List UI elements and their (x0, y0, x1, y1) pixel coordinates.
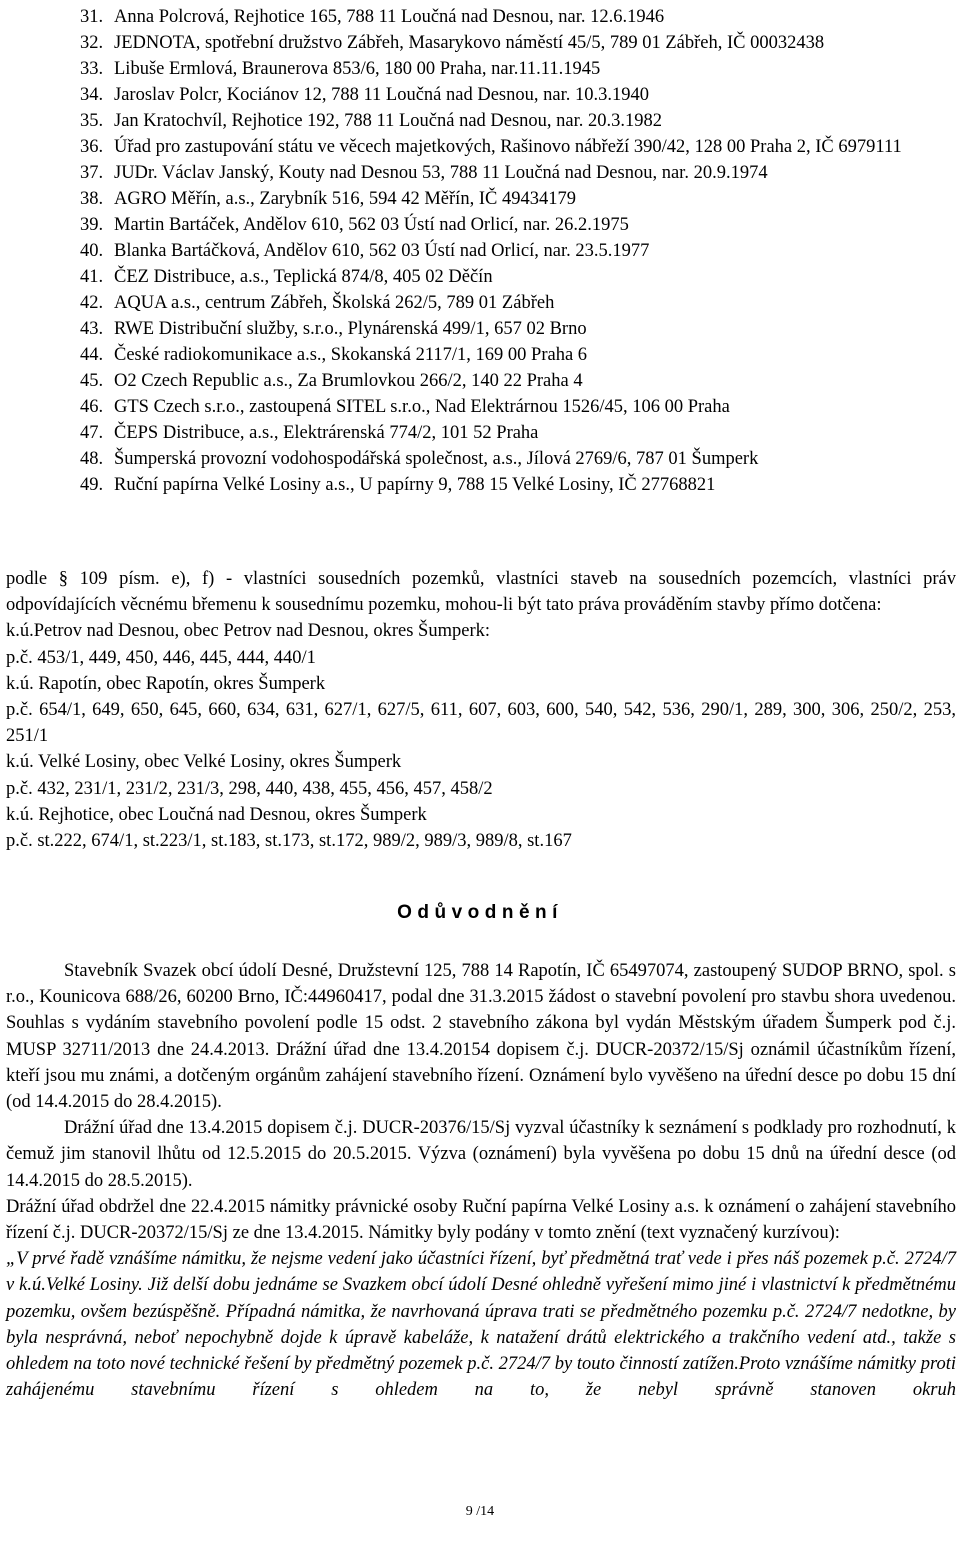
list-item (80, 342, 955, 368)
reasoning-paragraph: Drážní úřad obdržel dne 22.4.2015 námitky právnické osoby Ruční papírna Velké Losiny a.s. k oznámení o zahájení stavebního řízení č.j. DUCR-20372/15/Sj ze dne 13.4.2015. Námitky byly podány v tomto znění (text vyznačený kurzívou): (6, 1196, 956, 1244)
item-number: 40. (80, 241, 104, 261)
item-number: 47. (80, 423, 104, 443)
parcel-list: p.č. 654/1, 649, 650, 645, 660, 634, 631, 627/1, 627/5, 611, 607, 603, 600, 540, 542, 536, 290/1, 289, 300, 306, 250/2, 253, 251/1 (6, 700, 956, 747)
participant-list (80, 4, 955, 498)
parcel-list: p.č. 432, 231/1, 231/2, 231/3, 298, 440, 438, 455, 456, 457, 458/2 (6, 778, 493, 799)
item-text: GTS Czech s.r.o., zastoupená SITEL s.r.o., Nad Elektrárnou 1526/45, 106 00 Praha (114, 397, 730, 417)
item-text: Libuše Ermlová, Braunerova 853/6, 180 00 Praha, nar.11.11.1945 (114, 59, 601, 79)
neighbors-section (6, 566, 956, 854)
item-text: Jan Kratochvíl, Rejhotice 192, 788 11 Loučná nad Desnou, nar. 20.3.1982 (114, 111, 663, 131)
item-number: 49. (80, 475, 104, 495)
item-number: 32. (80, 33, 104, 53)
cadastral-area: k.ú.Petrov nad Desnou, obec Petrov nad Desnou, okres Šumperk: (6, 621, 490, 642)
item-text: Martin Bartáček, Andělov 610, 562 03 Ústí nad Orlicí, nar. 26.2.1975 (114, 215, 629, 235)
item-number: 33. (80, 59, 104, 79)
reasoning-section (6, 958, 956, 1403)
list-item (80, 186, 955, 212)
item-text: ČEZ Distribuce, a.s., Teplická 874/8, 405 02 Děčín (114, 267, 493, 287)
item-text: ČEPS Distribuce, a.s., Elektrárenská 774/2, 101 52 Praha (114, 423, 539, 443)
item-text: JEDNOTA, spotřební družstvo Zábřeh, Masarykovo náměstí 45/5, 789 01 Zábřeh, IČ 00032438 (114, 33, 825, 53)
cadastral-area: k.ú. Velké Losiny, obec Velké Losiny, okres Šumperk (6, 752, 402, 773)
item-number: 48. (80, 449, 104, 469)
list-item (80, 30, 955, 56)
cadastral-area: k.ú. Rapotín, obec Rapotín, okres Šumperk (6, 673, 326, 694)
item-number: 43. (80, 319, 104, 339)
item-number: 42. (80, 293, 104, 313)
item-text: Úřad pro zastupování státu ve věcech majetkových, Rašinovo nábřeží 390/42, 128 00 Praha 2, IČ 6979111 (114, 137, 902, 157)
list-item (80, 472, 955, 498)
list-item (80, 212, 955, 238)
item-text: AQUA a.s., centrum Zábřeh, Školská 262/5, 789 01 Zábřeh (114, 293, 555, 313)
section-heading: Odůvodnění (397, 902, 563, 923)
list-item (80, 290, 955, 316)
page-number: 9 /14 (465, 1504, 495, 1519)
parcel-list: p.č. 453/1, 449, 450, 446, 445, 444, 440/1 (6, 647, 316, 668)
item-number: 34. (80, 85, 104, 105)
list-item (80, 134, 955, 160)
list-item (80, 108, 955, 134)
list-item (80, 264, 955, 290)
list-item (80, 82, 955, 108)
item-number: 45. (80, 371, 104, 391)
list-item (80, 56, 955, 82)
list-item (80, 420, 955, 446)
item-number: 31. (80, 7, 104, 27)
item-text: Anna Polcrová, Rejhotice 165, 788 11 Loučná nad Desnou, nar. 12.6.1946 (114, 7, 665, 27)
item-number: 46. (80, 397, 104, 417)
list-item (80, 446, 955, 472)
list-item (80, 160, 955, 186)
list-item (80, 238, 955, 264)
item-number: 41. (80, 267, 104, 287)
cadastral-area: k.ú. Rejhotice, obec Loučná nad Desnou, okres Šumperk (6, 804, 427, 825)
list-item (80, 316, 955, 342)
item-text: AGRO Měřín, a.s., Zarybník 516, 594 42 Měřín, IČ 49434179 (114, 189, 576, 209)
item-text: Šumperská provozní vodohospodářská společnost, a.s., Jílová 2769/6, 787 01 Šumperk (114, 449, 759, 469)
parcel-list: p.č. st.222, 674/1, st.223/1, st.183, st.173, st.172, 989/2, 989/3, 989/8, st.167 (6, 831, 572, 852)
item-text: RWE Distribuční služby, s.r.o., Plynárenská 499/1, 657 02 Brno (114, 319, 587, 339)
item-number: 39. (80, 215, 104, 235)
reasoning-paragraph: Stavebník Svazek obcí údolí Desné, Družstevní 125, 788 14 Rapotín, IČ 65497074, zastoupený SUDOP BRNO, spol. s r.o., Kounicova 688/26, 60200 Brno, IČ:44960417, podal dne 31.3.2015 žádost o stavební povolení pro stavbu shora uvedenou. Souhlas s vydáním stavebního povolení podle 15 odst. 2 stavebního zákona byl vydán Městským úřadem Šumperk pod č.j. MUSP 32711/2013 dne 24.4.2013. Drážní úřad dne 13.4.20154 dopisem č.j. DUCR-20372/15/Sj oznámil účastníkům řízení, kteří jsou mu známi, a dotčeným orgánům zahájení stavebního řízení. Oznámení bylo vyvěšeno na úřední desce po dobu 15 dní (od 14.4.2015 do 28.4.2015). (6, 961, 956, 1113)
item-text: Ruční papírna Velké Losiny a.s., U papírny 9, 788 15 Velké Losiny, IČ 27768821 (114, 475, 716, 495)
legal-basis-paragraph: podle § 109 písm. e), f) - vlastníci sousedních pozemků, vlastníci staveb na sousedních pozemcích, vlastníci práv odpovídajících věcnému břemenu k sousednímu pozemku, mohou-li být tato práva prováděním stavby přímo dotčena: (6, 569, 956, 616)
item-text: České radiokomunikace a.s., Skokanská 2117/1, 169 00 Praha 6 (114, 345, 588, 365)
list-item (80, 394, 955, 420)
item-number: 37. (80, 163, 104, 183)
item-number: 38. (80, 189, 104, 209)
item-number: 44. (80, 345, 104, 365)
item-text: Blanka Bartáčková, Andělov 610, 562 03 Ústí nad Orlicí, nar. 23.5.1977 (114, 241, 650, 261)
item-number: 35. (80, 111, 104, 131)
item-text: Jaroslav Polcr, Kociánov 12, 788 11 Loučná nad Desnou, nar. 10.3.1940 (114, 85, 649, 105)
item-text: JUDr. Václav Janský, Kouty nad Desnou 53, 788 11 Loučná nad Desnou, nar. 20.9.1974 (114, 163, 768, 183)
reasoning-paragraph: Drážní úřad dne 13.4.2015 dopisem č.j. DUCR-20376/15/Sj vyzval účastníky k seznámení s podklady pro rozhodnutí, k čemuž jim stanovil lhůtu od 12.5.2015 do 20.5.2015. Výzva (oznámení) byla vyvěšena po dobu 15 dnů na úřední desce (od 14.4.2015 do 28.5.2015). (6, 1118, 956, 1191)
item-number: 36. (80, 137, 104, 157)
list-item (80, 368, 955, 394)
list-item (80, 4, 955, 30)
item-text: O2 Czech Republic a.s., Za Brumlovkou 266/2, 140 22 Praha 4 (114, 371, 583, 391)
objection-quote: „V prvé řadě vznášíme námitku, že nejsme vedení jako účastníci řízení, byť předmětná trať vede i přes náš pozemek p.č. 2724/7 v k.ú.Velké Losiny. Již delší dobu jednáme se Svazkem obcí údolí Desné ohledně vyřešení mimo jiné i vlastnictví k předmětnému pozemku, ovšem bezúspěšně. Případná námitka, že navrhovaná úprava trati se předmětného pozemku p.č. 2724/7 nedotkne, by byla nesprávná, neboť nepochybně dojde k úpravě kabeláže, k natažení drátů elektrického a trakčního vedení atd., takže s ohledem na toto nové technické řešení by předmětný pozemek p.č. 2724/7 by touto činností zatížen.Proto vznášíme námitky proti zahájenému stavebnímu řízení s ohledem na to, že nebyl správně stanoven okruh (6, 1249, 956, 1401)
